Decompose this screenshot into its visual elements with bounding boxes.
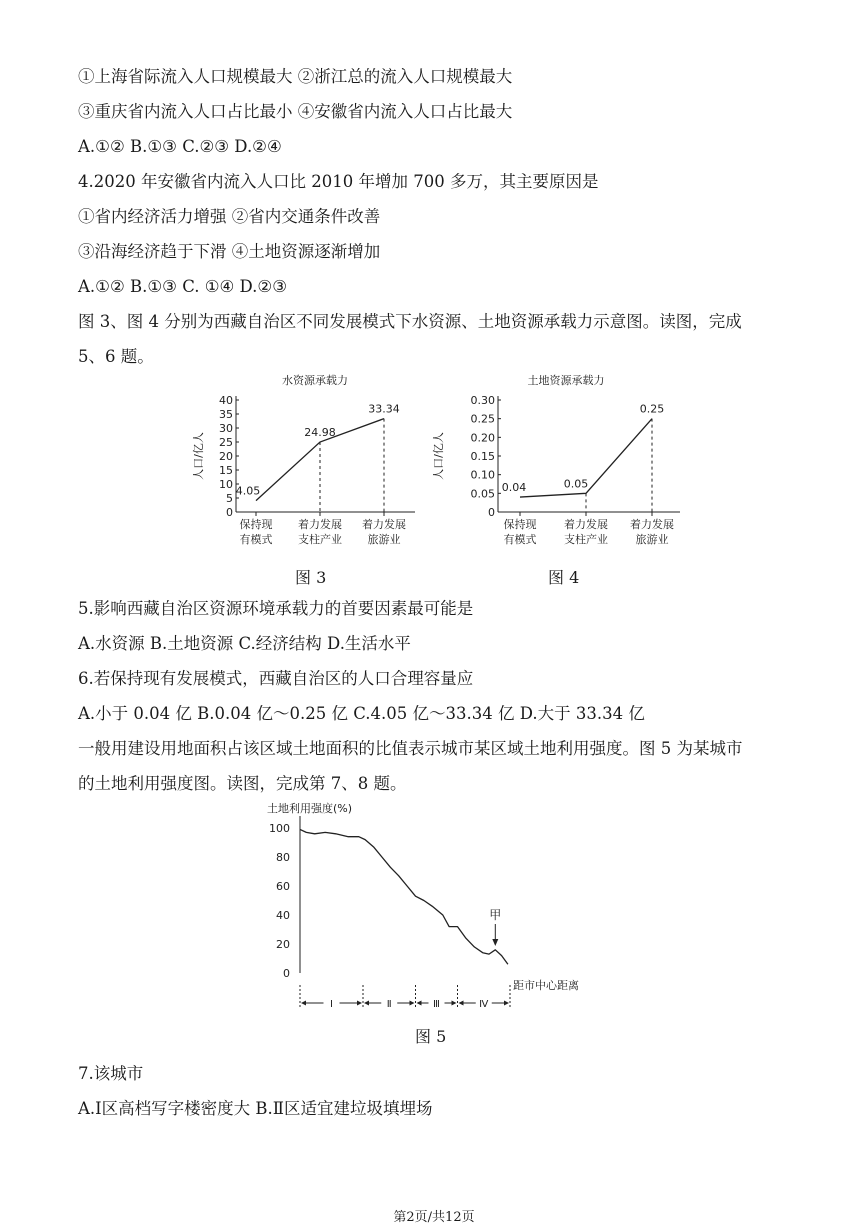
y-tick-label: 0.20 xyxy=(470,431,495,445)
y-tick-label: 20 xyxy=(276,938,290,951)
y-tick-label: 0 xyxy=(226,506,233,519)
zone-label: Ⅳ xyxy=(479,999,489,1010)
y-tick-label: 0 xyxy=(283,967,290,980)
text-line-16: 7.该城市 xyxy=(78,1064,144,1083)
text-line-15: 的土地利用强度图。读图，完成第 7、8 题。 xyxy=(78,774,407,793)
data-label: 4.05 xyxy=(235,484,261,498)
text-line-9: 5、6 题。 xyxy=(78,347,154,366)
data-label: 33.34 xyxy=(368,402,400,416)
zone-arrow-left xyxy=(459,1001,464,1006)
text-line-11: A.水资源 B.土地资源 C.经济结构 D.生活水平 xyxy=(78,634,411,653)
zone-arrow-right xyxy=(452,1001,457,1006)
x-category-label: 着力发展 xyxy=(630,518,674,531)
y-tick-label: 40 xyxy=(219,394,233,407)
x-category-label: 旅游业 xyxy=(367,533,401,546)
text-line-8: 图 3、图 4 分别为西藏自治区不同发展模式下水资源、土地资源承载力示意图。读图，完成 xyxy=(78,312,742,331)
text-line-3: A.①② B.①③ C.②③ D.②④ xyxy=(78,137,282,156)
x-category-label: 着力发展 xyxy=(298,518,342,531)
data-label: 0.04 xyxy=(501,481,527,495)
zone-arrow-right xyxy=(357,1001,362,1006)
data-label: 0.05 xyxy=(563,477,589,491)
y-tick-label: 35 xyxy=(219,408,233,421)
y-tick-label: 0.15 xyxy=(470,450,495,463)
text-line-7: A.①② B.①③ C. ①④ D.②③ xyxy=(78,277,288,296)
figure-4-caption: 图 4 xyxy=(548,568,580,587)
text-line-10: 5.影响西藏自治区资源环境承载力的首要因素最可能是 xyxy=(78,599,474,618)
y-tick-label: 100 xyxy=(269,822,290,835)
land-use-curve xyxy=(300,829,508,964)
text-line-1: ①上海省际流入人口规模最大 ②浙江总的流入人口规模最大 xyxy=(78,67,513,86)
zone-label: Ⅲ xyxy=(433,999,440,1010)
chart-title: 土地资源承载力 xyxy=(527,374,605,387)
y-tick-label: 60 xyxy=(276,880,290,893)
y-tick-label: 0.05 xyxy=(470,487,495,501)
text-line-2: ③重庆省内流入人口占比最小 ④安徽省内流入人口占比最大 xyxy=(78,102,513,121)
figure-4-land-chart xyxy=(430,370,690,555)
y-tick-label: 5 xyxy=(226,492,233,505)
figure-3-water-chart xyxy=(190,370,430,555)
y-tick-label: 10 xyxy=(219,478,233,491)
text-line-4: 4.2020 年安徽省内流入人口比 2010 年增加 700 多万，其主要原因是 xyxy=(78,172,599,191)
text-line-14: 一般用建设用地面积占该区域土地面积的比值表示城市某区域土地利用强度。图 5 为某城市 xyxy=(78,739,743,758)
page-footer: 第2页/共12页 xyxy=(393,1210,475,1225)
x-category-label: 有模式 xyxy=(239,533,273,546)
y-tick-label: 80 xyxy=(276,851,290,864)
y-axis-label: 人口/亿人 xyxy=(432,432,445,480)
marker-label: 甲 xyxy=(489,908,502,922)
x-axis-label: 距市中心距离 xyxy=(513,979,579,992)
x-category-label: 保持现 xyxy=(239,518,273,531)
y-tick-label: 0.30 xyxy=(470,394,495,407)
x-category-label: 保持现 xyxy=(503,518,537,531)
chart-title: 水资源承载力 xyxy=(282,374,348,387)
data-label: 0.25 xyxy=(639,402,665,416)
text-line-13: A.小于 0.04 亿 B.0.04 亿～0.25 亿 C.4.05 亿～33.34 亿 D.大于 33.34 亿 xyxy=(78,704,645,723)
y-tick-label: 0.25 xyxy=(470,412,495,426)
x-category-label: 支柱产业 xyxy=(564,533,608,546)
text-line-5: ①省内经济活力增强 ②省内交通条件改善 xyxy=(78,207,381,226)
zone-arrow-left xyxy=(301,1001,306,1006)
x-category-label: 支柱产业 xyxy=(298,533,342,546)
text-line-6: ③沿海经济趋于下滑 ④土地资源逐渐增加 xyxy=(78,242,381,261)
y-tick-label: 40 xyxy=(276,909,290,922)
y-tick-label: 25 xyxy=(219,436,233,449)
text-line-17: A.Ⅰ区高档写字楼密度大 B.Ⅱ区适宜建垃圾填埋场 xyxy=(78,1099,433,1118)
y-tick-label: 0 xyxy=(488,506,495,519)
figure-5-caption: 图 5 xyxy=(415,1027,447,1046)
zone-arrow-right xyxy=(410,1001,415,1006)
y-tick-label: 0.10 xyxy=(470,468,495,482)
zone-label: Ⅰ xyxy=(330,999,333,1010)
y-tick-label: 15 xyxy=(219,464,233,477)
y-tick-label: 20 xyxy=(219,450,233,463)
zone-label: Ⅱ xyxy=(386,999,392,1010)
text-line-12: 6.若保持现有发展模式，西藏自治区的人口合理容量应 xyxy=(78,669,474,688)
x-category-label: 着力发展 xyxy=(564,518,608,531)
zone-arrow-left xyxy=(364,1001,369,1006)
figure-5-land-use-chart xyxy=(255,798,625,1018)
zone-arrow-left xyxy=(417,1001,422,1006)
figure-3-caption: 图 3 xyxy=(295,568,327,587)
chart-title: 土地利用强度(%) xyxy=(267,802,353,815)
marker-arrow-head xyxy=(492,939,498,946)
x-category-label: 旅游业 xyxy=(635,533,669,546)
data-label: 24.98 xyxy=(304,426,336,440)
y-axis-label: 人口/亿人 xyxy=(192,432,205,480)
y-tick-label: 30 xyxy=(219,422,233,435)
zone-arrow-right xyxy=(504,1001,509,1006)
x-category-label: 有模式 xyxy=(503,533,537,546)
x-category-label: 着力发展 xyxy=(362,518,406,531)
